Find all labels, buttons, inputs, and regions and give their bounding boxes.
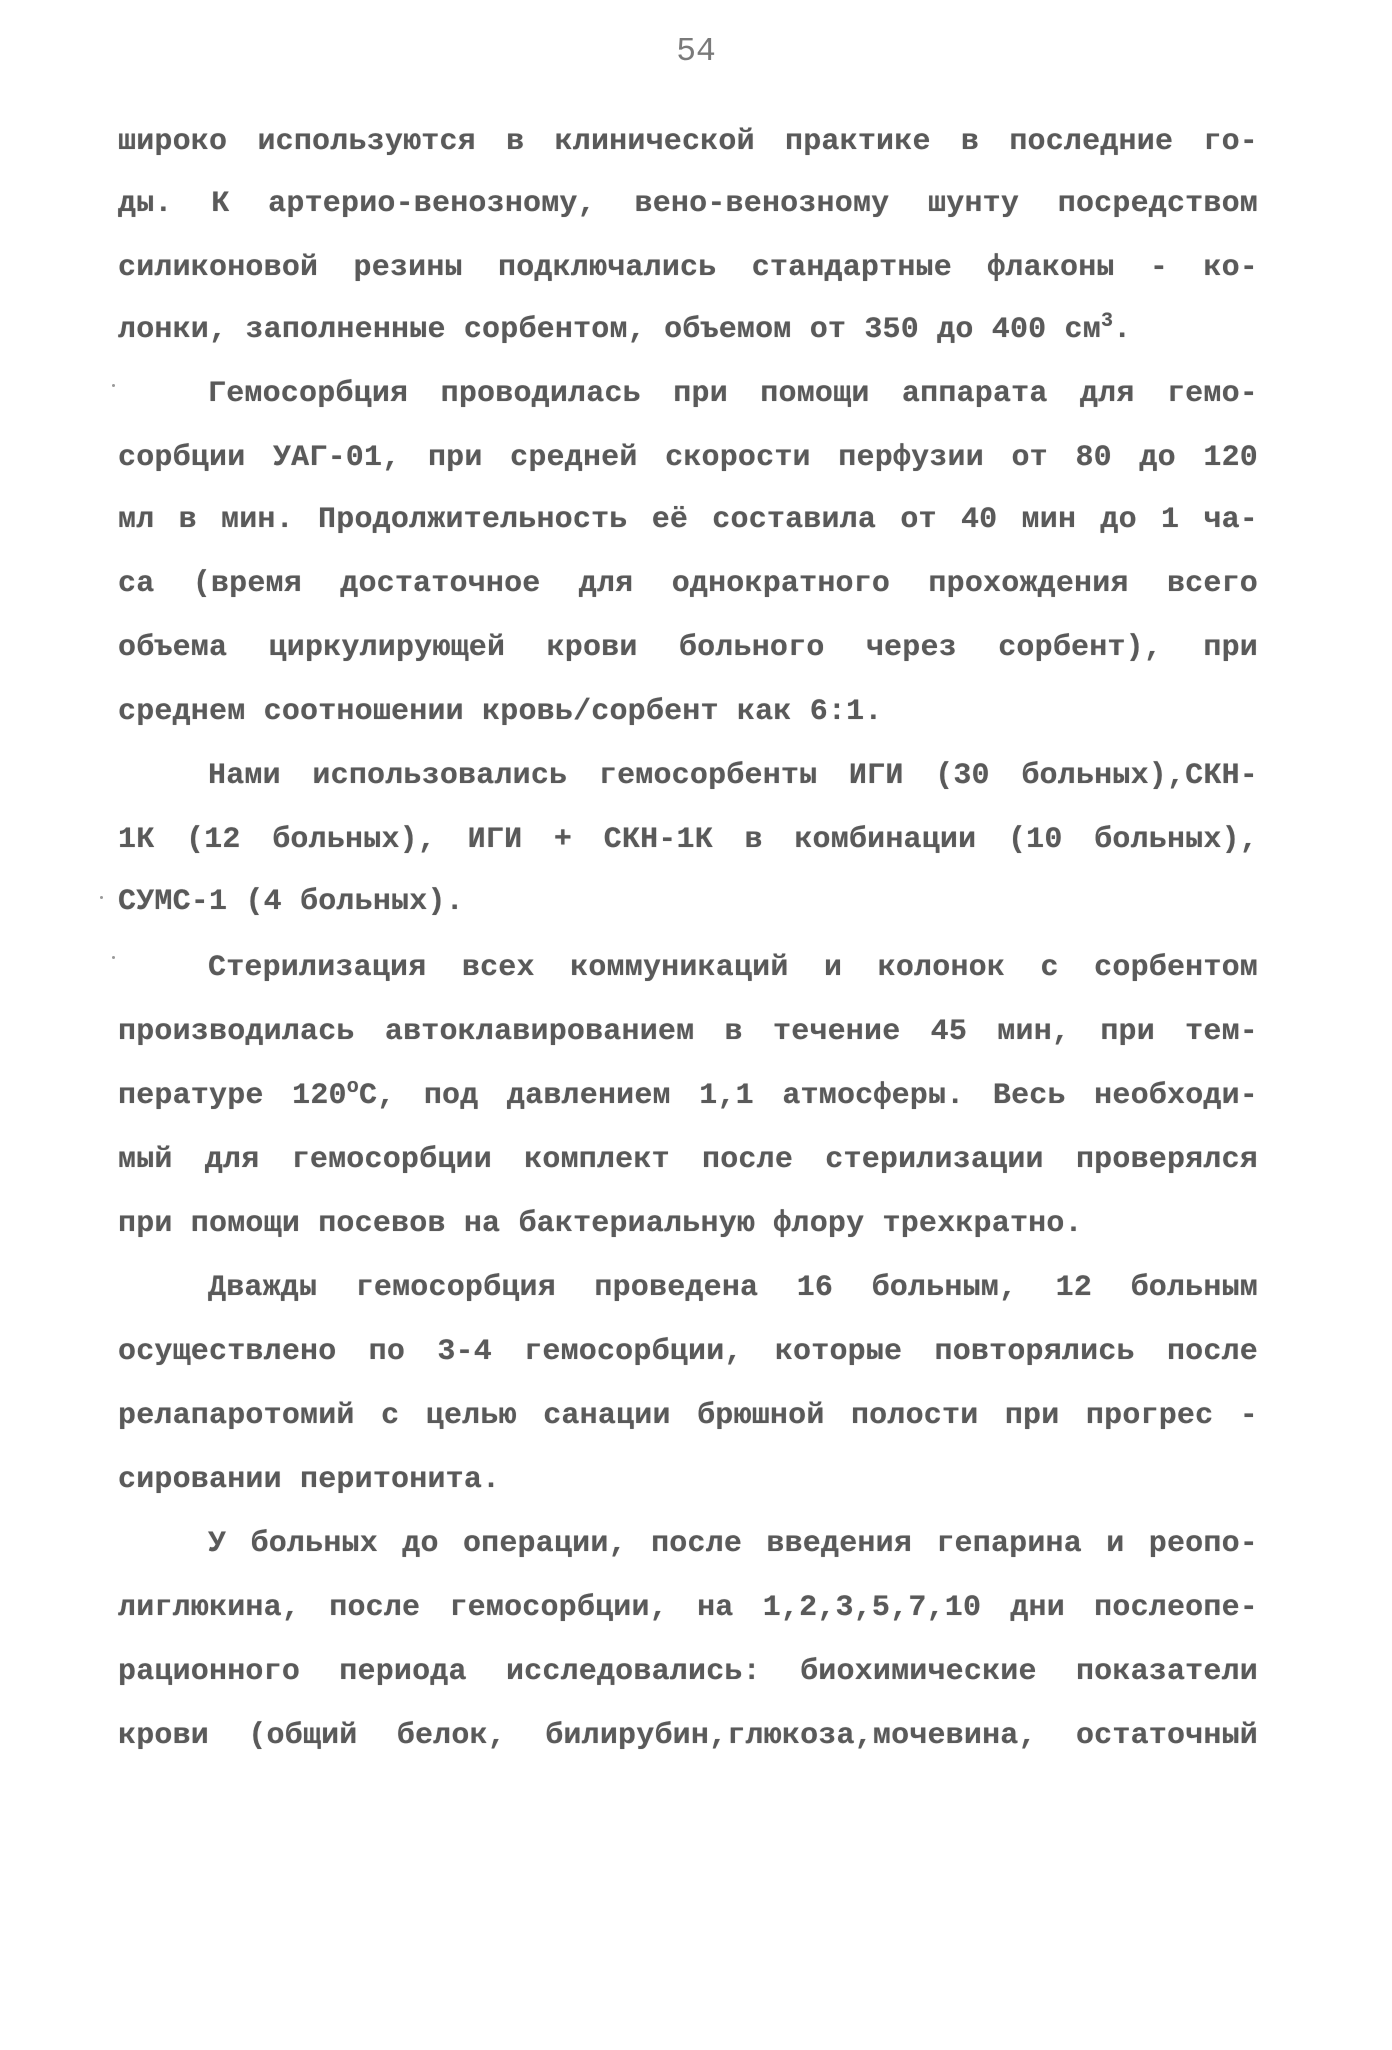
text-line: са (время достаточное для однократного прохождения всего [118, 567, 1258, 601]
text-fragment: . [1113, 313, 1132, 347]
text-line: СУМС-1 (4 больных). [118, 885, 464, 919]
scan-speck [112, 956, 115, 959]
text-line: осуществлено по 3-4 гемосорбции, которые повторялись после [118, 1335, 1258, 1369]
text-line: крови (общий белок, билирубин,глюкоза,мочевина, остаточный [118, 1719, 1258, 1753]
text-line: Стерилизация всех коммуникаций и колонок с сорбентом [208, 951, 1258, 985]
text-line [118, 306, 1131, 354]
text-line: при помощи посевов на бактериальную флору трехкратно. [118, 1207, 1083, 1241]
text-line: сорбции УАГ-01, при средней скорости перфузии от 80 до 120 [118, 441, 1258, 475]
superscript: о [346, 1076, 359, 1099]
text-line: среднем соотношении кровь/сорбент как 6:1. [118, 695, 883, 729]
text-line: сировании перитонита. [118, 1463, 501, 1497]
text-line: Нами использовались гемосорбенты ИГИ (30 больных),СКН- [208, 759, 1258, 793]
text-line: мл в мин. Продолжительность её составила от 40 мин до 1 ча- [118, 503, 1258, 537]
text-line: 1К (12 больных), ИГИ + СКН-1К в комбинации (10 больных), [118, 823, 1258, 857]
text-line: силиконовой резины подключались стандартные флаконы - ко- [118, 251, 1258, 285]
text-line: производилась автоклавированием в течение 45 мин, при тем- [118, 1015, 1258, 1049]
text-line: лиглюкина, после гемосорбции, на 1,2,3,5,7,10 дни послеопе- [118, 1591, 1258, 1625]
text-line: У больных до операции, после введения гепарина и реопо- [208, 1527, 1258, 1561]
text-line [118, 1072, 1258, 1120]
scan-speck [100, 896, 103, 899]
text-line: релапаротомий с целью санации брюшной полости при прогрес - [118, 1399, 1258, 1433]
text-line: рационного периода исследовались: биохимические показатели [118, 1655, 1258, 1689]
text-line: ды. К артерио-венозному, вено-венозному шунту посредством [118, 187, 1258, 221]
text-fragment: С, под давлением 1,1 атмосферы. Весь необходи- [358, 1079, 1258, 1113]
text-fragment: лонки, заполненные сорбентом, объемом от 350 до 400 см [118, 313, 1101, 347]
text-line: мый для гемосорбции комплект после стерилизации проверялся [118, 1143, 1258, 1177]
text-line: широко используются в клинической практике в последние го- [118, 125, 1258, 159]
text-line: Дважды гемосорбция проведена 16 больным, 12 больным [208, 1271, 1258, 1305]
text-line: Гемосорбция проводилась при помощи аппарата для гемо- [208, 377, 1258, 411]
text-line: объема циркулирующей крови больного через сорбент), при [118, 631, 1258, 665]
scan-speck [112, 384, 115, 387]
page-number: 54 [676, 33, 716, 70]
superscript: 3 [1100, 310, 1114, 333]
text-fragment: пературе 120 [118, 1079, 347, 1113]
